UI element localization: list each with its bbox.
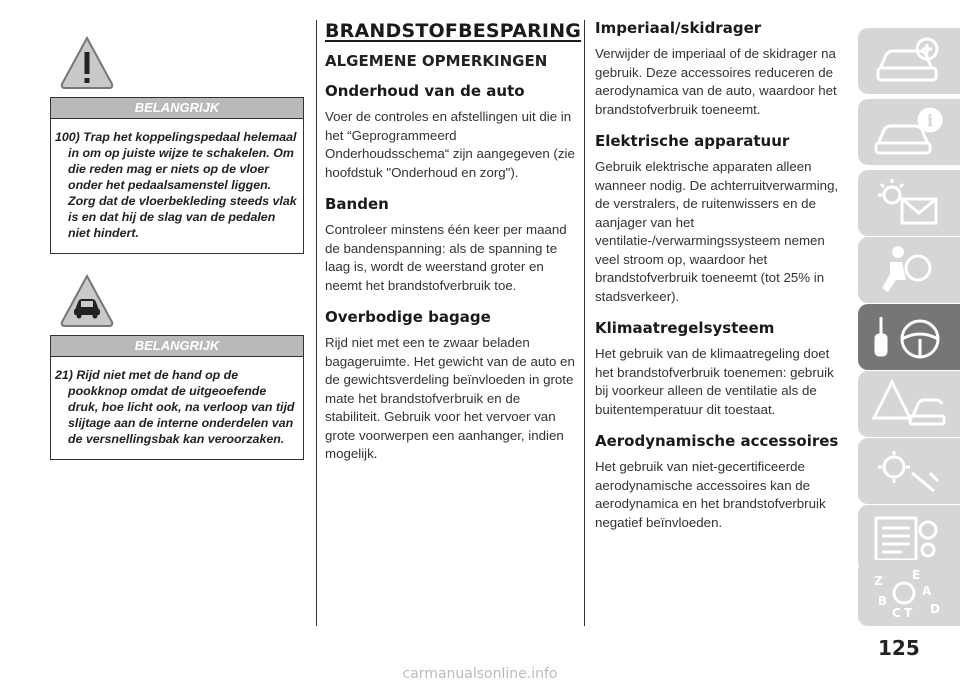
exclamation-warning-icon	[58, 34, 116, 92]
svg-text:Z: Z	[874, 574, 883, 588]
svg-text:D: D	[930, 602, 940, 616]
section-text: Het gebruik van niet-gecertificeerde aerodynamische accessoires kan de aerodynamica en het brandstofverbruik negatief beïnvloeden.	[595, 459, 826, 530]
section-text: Het gebruik van de klimaatregeling doet het brandstofverbruik toenemen: gebruik bij voorkeur alleen de ventilatie als de buitentemperatuur dit toestaat.	[595, 346, 834, 417]
index-icon	[872, 567, 946, 619]
section-heading: Klimaatregelsysteem	[595, 319, 775, 337]
airbag-safety-icon	[872, 244, 946, 296]
column-divider-1	[316, 20, 317, 626]
svg-text:B: B	[878, 594, 888, 608]
tab-index[interactable]	[858, 560, 960, 626]
svg-text:C: C	[892, 606, 901, 619]
section-text: Verwijder de imperiaal of de skidrager na gebruik. Deze accessoires reduceren de aerodynamica van de auto, waardoor het brandstofverbruik toeneemt.	[595, 46, 837, 117]
warning-box-1	[50, 119, 304, 254]
tab-maintenance[interactable]	[858, 438, 960, 504]
section-text: Controleer minstens één keer per maand de bandenspanning: als de spanning te laag is, wordt de weerstand groter en neemt het brandstofverbruik toe.	[325, 222, 567, 293]
svg-text:T: T	[904, 606, 913, 619]
warning-text-1: 100) Trap het koppelingspedaal helemaal in om op juiste wijze te schakelen. Om die reden mag er niets op de vloer onder het pedaalsamenstel liggen. Zorg dat de vloerbekleding steeds vlak is en dat hij de slag van de pedalen niet hindert.	[55, 130, 297, 240]
technical-data-icon	[872, 512, 946, 564]
section-subtitle: ALGEMENE OPMERKINGEN	[325, 52, 548, 70]
section-heading: Overbodige bagage	[325, 308, 491, 326]
maintenance-icon	[872, 445, 946, 497]
tab-airbag-safety[interactable]	[858, 237, 960, 303]
section-text: Voer de controles en afstellingen uit die in het “Geprogrammeerd Onderhoudsschema“ zijn aangegeven (zie hoofdstuk "Onderhoud en zorg").	[325, 109, 575, 180]
warning-header-1: BELANGRIJK	[50, 97, 304, 119]
svg-text:A: A	[922, 584, 932, 598]
warning-lights-icon	[872, 177, 946, 229]
svg-text:E: E	[912, 568, 921, 582]
section-text: Rijd niet met een te zwaar beladen bagageruimte. Het gewicht van de auto en de gewichtsverdeling beïnvloeden in grote mate het brandstofverbruik en de stabiliteit. Gebruik voor het vervoer van grote voorwerpen een aanhanger, indien mogelijk.	[325, 335, 575, 461]
column-divider-2	[584, 20, 585, 626]
warning-box-2	[50, 357, 304, 460]
tab-breakdown[interactable]	[858, 371, 960, 437]
tab-car-dashboard[interactable]	[858, 28, 960, 94]
warnings-column	[50, 0, 304, 460]
section-heading: Aerodynamische accessoires	[595, 432, 839, 450]
svg-text:i: i	[927, 111, 934, 130]
tab-car-info[interactable]	[858, 99, 960, 165]
key-steering-wheel-icon	[872, 311, 946, 363]
right-column	[595, 20, 847, 546]
tab-starting-driving[interactable]	[858, 304, 960, 370]
section-text: Gebruik elektrische apparaten alleen wanneer nodig. De achterruitverwarming, de verstralers, de ruitenwissers en de aanjager van het ventilatie-/verwarmingssysteem nemen veel stroom op, waardoor het brandstofverbruik toeneemt (tot 25% in stadsverkeer).	[595, 159, 839, 304]
car-skid-warning-icon	[58, 272, 116, 330]
watermark: carmanualsonline.info	[402, 666, 558, 682]
car-info-icon	[872, 106, 946, 158]
breakdown-icon	[872, 378, 946, 430]
warning-text-2: 21) Rijd niet met de hand op de pookknop omdat de uitgeoefende druk, hoe licht ook, na verloop van tijd slijtage aan de interne onderdelen van de versnellingsbak kan veroorzaken.	[55, 368, 295, 446]
section-heading: Elektrische apparatuur	[595, 132, 790, 150]
section-heading: Onderhoud van de auto	[325, 82, 525, 100]
car-dashboard-icon	[872, 35, 946, 87]
section-heading: Banden	[325, 195, 389, 213]
chapter-title: BRANDSTOFBESPARING	[325, 20, 582, 42]
tab-warning-lights[interactable]	[858, 170, 960, 236]
page-number: 125	[878, 636, 920, 660]
warning-header-2: BELANGRIJK	[50, 335, 304, 357]
section-heading: Imperiaal/skidrager	[595, 19, 762, 37]
main-column	[325, 20, 582, 478]
